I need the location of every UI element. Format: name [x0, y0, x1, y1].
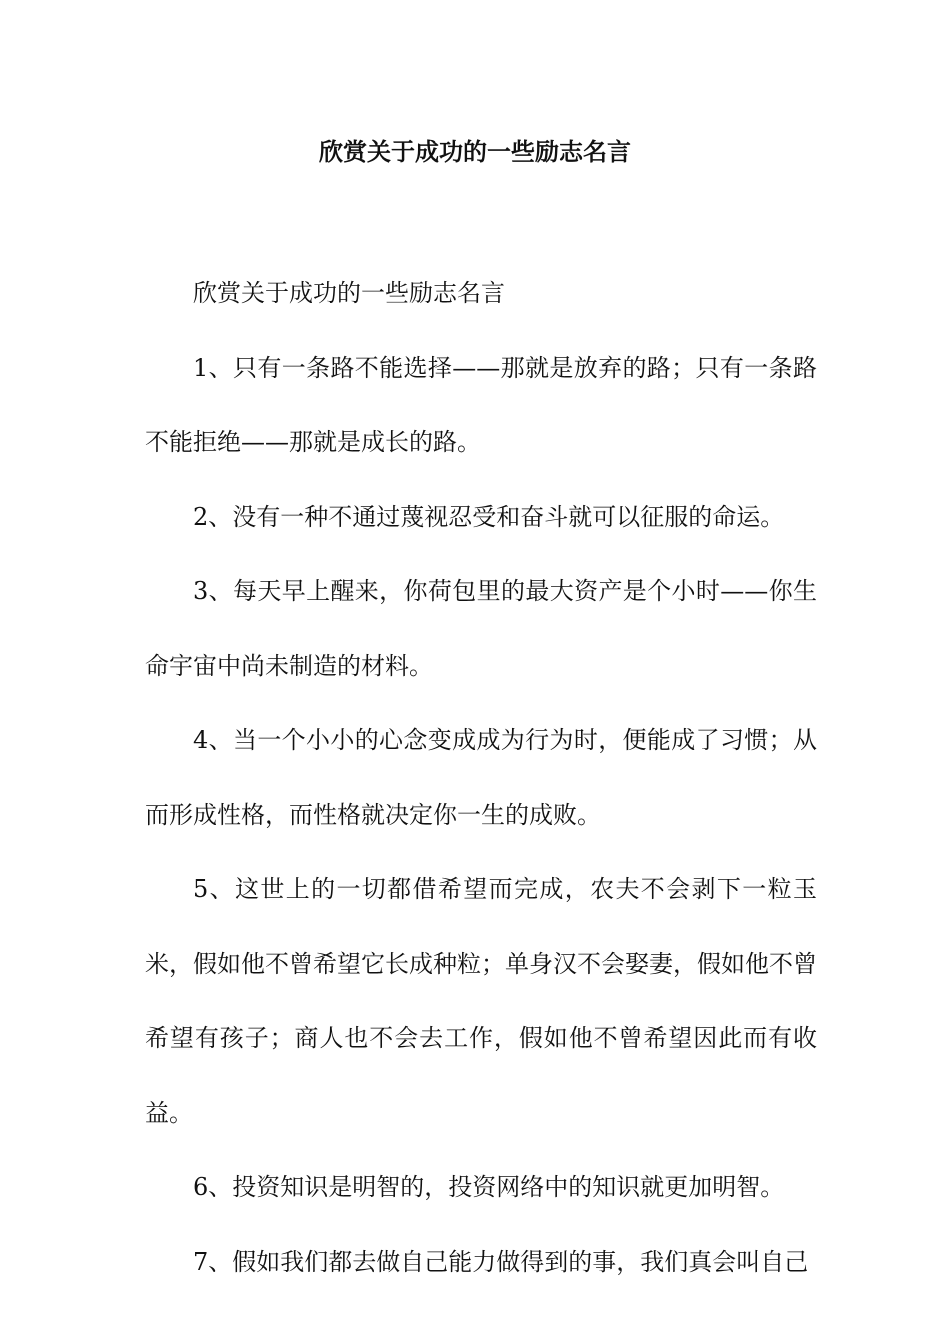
- quote-1: 1、只有一条路不能选择——那就是放弃的路；只有一条路不能拒绝——那就是成长的路。: [145, 353, 817, 456]
- document-body: [145, 256, 817, 1299]
- quote-4: 4、当一个小小的心念变成成为行为时，便能成了习惯；从而形成性格，而性格就决定你一生的成败。: [145, 726, 817, 829]
- quote-2: 2、没有一种不通过蔑视忍受和奋斗就可以征服的命运。: [193, 502, 785, 531]
- quote-5: 5、这世上的一切都借希望而完成，农夫不会剥下一粒玉米，假如他不曾希望它长成种粒；单身汉不会娶妻，假如他不曾希望有孩子；商人也不会去工作，假如他不曾希望因此而有收益。: [145, 875, 817, 1127]
- quote-6: 6、投资知识是明智的，投资网络中的知识就更加明智。: [193, 1173, 785, 1201]
- document-title: 欣赏关于成功的一些励志名言: [319, 138, 631, 166]
- quote-7: 7、假如我们都去做自己能力做得到的事，我们真会叫自己: [193, 1247, 809, 1276]
- paragraph-heading: 欣赏关于成功的一些励志名言: [193, 279, 505, 307]
- quote-3: 3、每天早上醒来，你荷包里的最大资产是个小时——你生命宇宙中尚未制造的材料。: [145, 577, 817, 680]
